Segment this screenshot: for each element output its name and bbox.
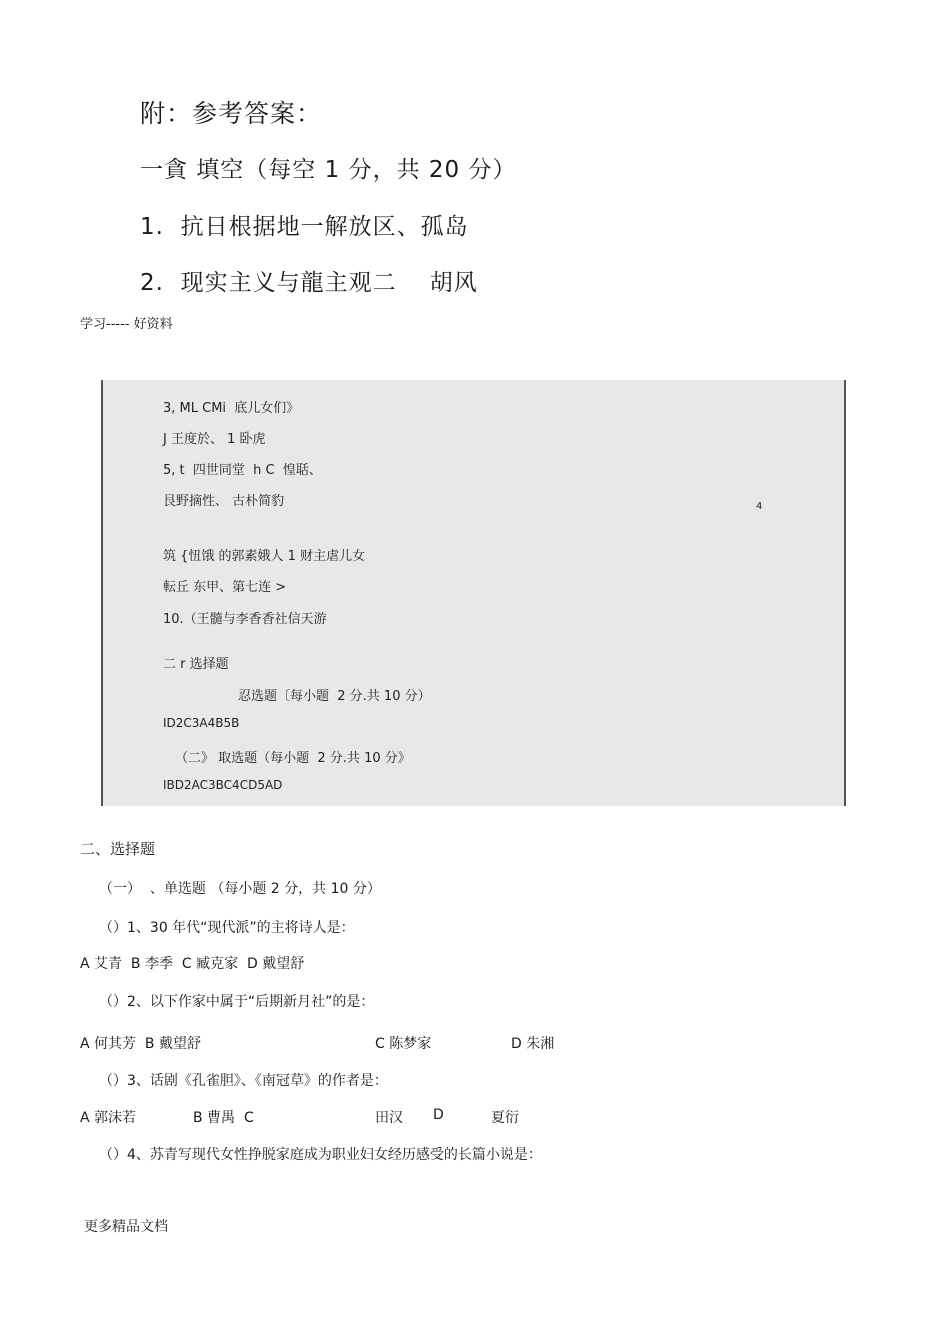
question-2-option-c: C 陈梦家: [375, 1036, 432, 1052]
page-heading: 附：参考答案：: [140, 99, 323, 128]
box-line: （二》 取选题（每小题 2 分.共 10 分》: [175, 751, 411, 766]
box-line: 二 r 选择题: [163, 657, 229, 672]
section-choice-title: 二、选择题: [80, 840, 156, 858]
question-4: （）4、苏青写现代女性挣脱家庭成为职业妇女经历感受的长篇小说是：: [99, 1147, 542, 1163]
section-fill-blank-title: 一貪 填空（每空 1 分，共 20 分）: [140, 157, 517, 183]
question-2-option-d: D 朱湘: [511, 1036, 555, 1052]
box-line: 3, ML CMi 底儿女们》: [163, 401, 300, 416]
question-2-option-ab: A 何其芳 B 戴望舒: [80, 1036, 201, 1052]
question-3-option-d: D: [433, 1107, 444, 1123]
question-3: （）3、话剧《孔雀胆》、《南冠草》的作者是：: [99, 1073, 388, 1089]
question-3-option-bc: B 曹禺 C: [193, 1110, 254, 1126]
box-line: J 王度於、 1 卧虎: [163, 432, 266, 447]
question-3-option-c-text: 田汉: [375, 1110, 403, 1126]
scanned-answer-box: [101, 380, 846, 806]
answer-item-2: 2. 现实主义与龍主观二 胡风: [140, 270, 478, 296]
box-line: ID2C3A4B5B: [163, 716, 240, 730]
footer-watermark: 更多精品文档: [84, 1219, 168, 1235]
question-1-options: A 艾青 B 李季 C 臧克家 D 戴望舒: [80, 956, 305, 972]
question-3-option-a: A 郭沫若: [80, 1110, 137, 1126]
box-line: IBD2AC3BC4CD5AD: [163, 778, 283, 792]
question-3-option-d-text: 夏衍: [491, 1110, 519, 1126]
box-line: 転丘 东甲、第七连 >: [163, 580, 287, 595]
box-line: 10.（王髓与李香香社信天游: [163, 612, 327, 627]
subsection-single-choice: （一） 、单选题 （每小题 2 分，共 10 分）: [99, 881, 381, 897]
box-line: 艮野摘性、 古朴简豹: [163, 494, 285, 509]
page-number: 4: [756, 501, 763, 512]
question-1: （）1、30 年代“现代派”的主将诗人是：: [99, 920, 355, 936]
answer-item-1: 1. 抗日根据地一解放区、孤岛: [140, 214, 469, 240]
box-line: 筑 {忸饿 的郭素娥人 1 财主虐儿女: [163, 549, 366, 564]
question-2: （）2、以下作家中属于“后期新月社”的是：: [99, 994, 375, 1010]
box-line: 5, t 四世同堂 h C 惶聒、: [163, 463, 322, 478]
box-line: 忍选题〔每小题 2 分.共 10 分）: [238, 689, 431, 704]
header-watermark: 学习----- 好资料: [80, 317, 173, 332]
